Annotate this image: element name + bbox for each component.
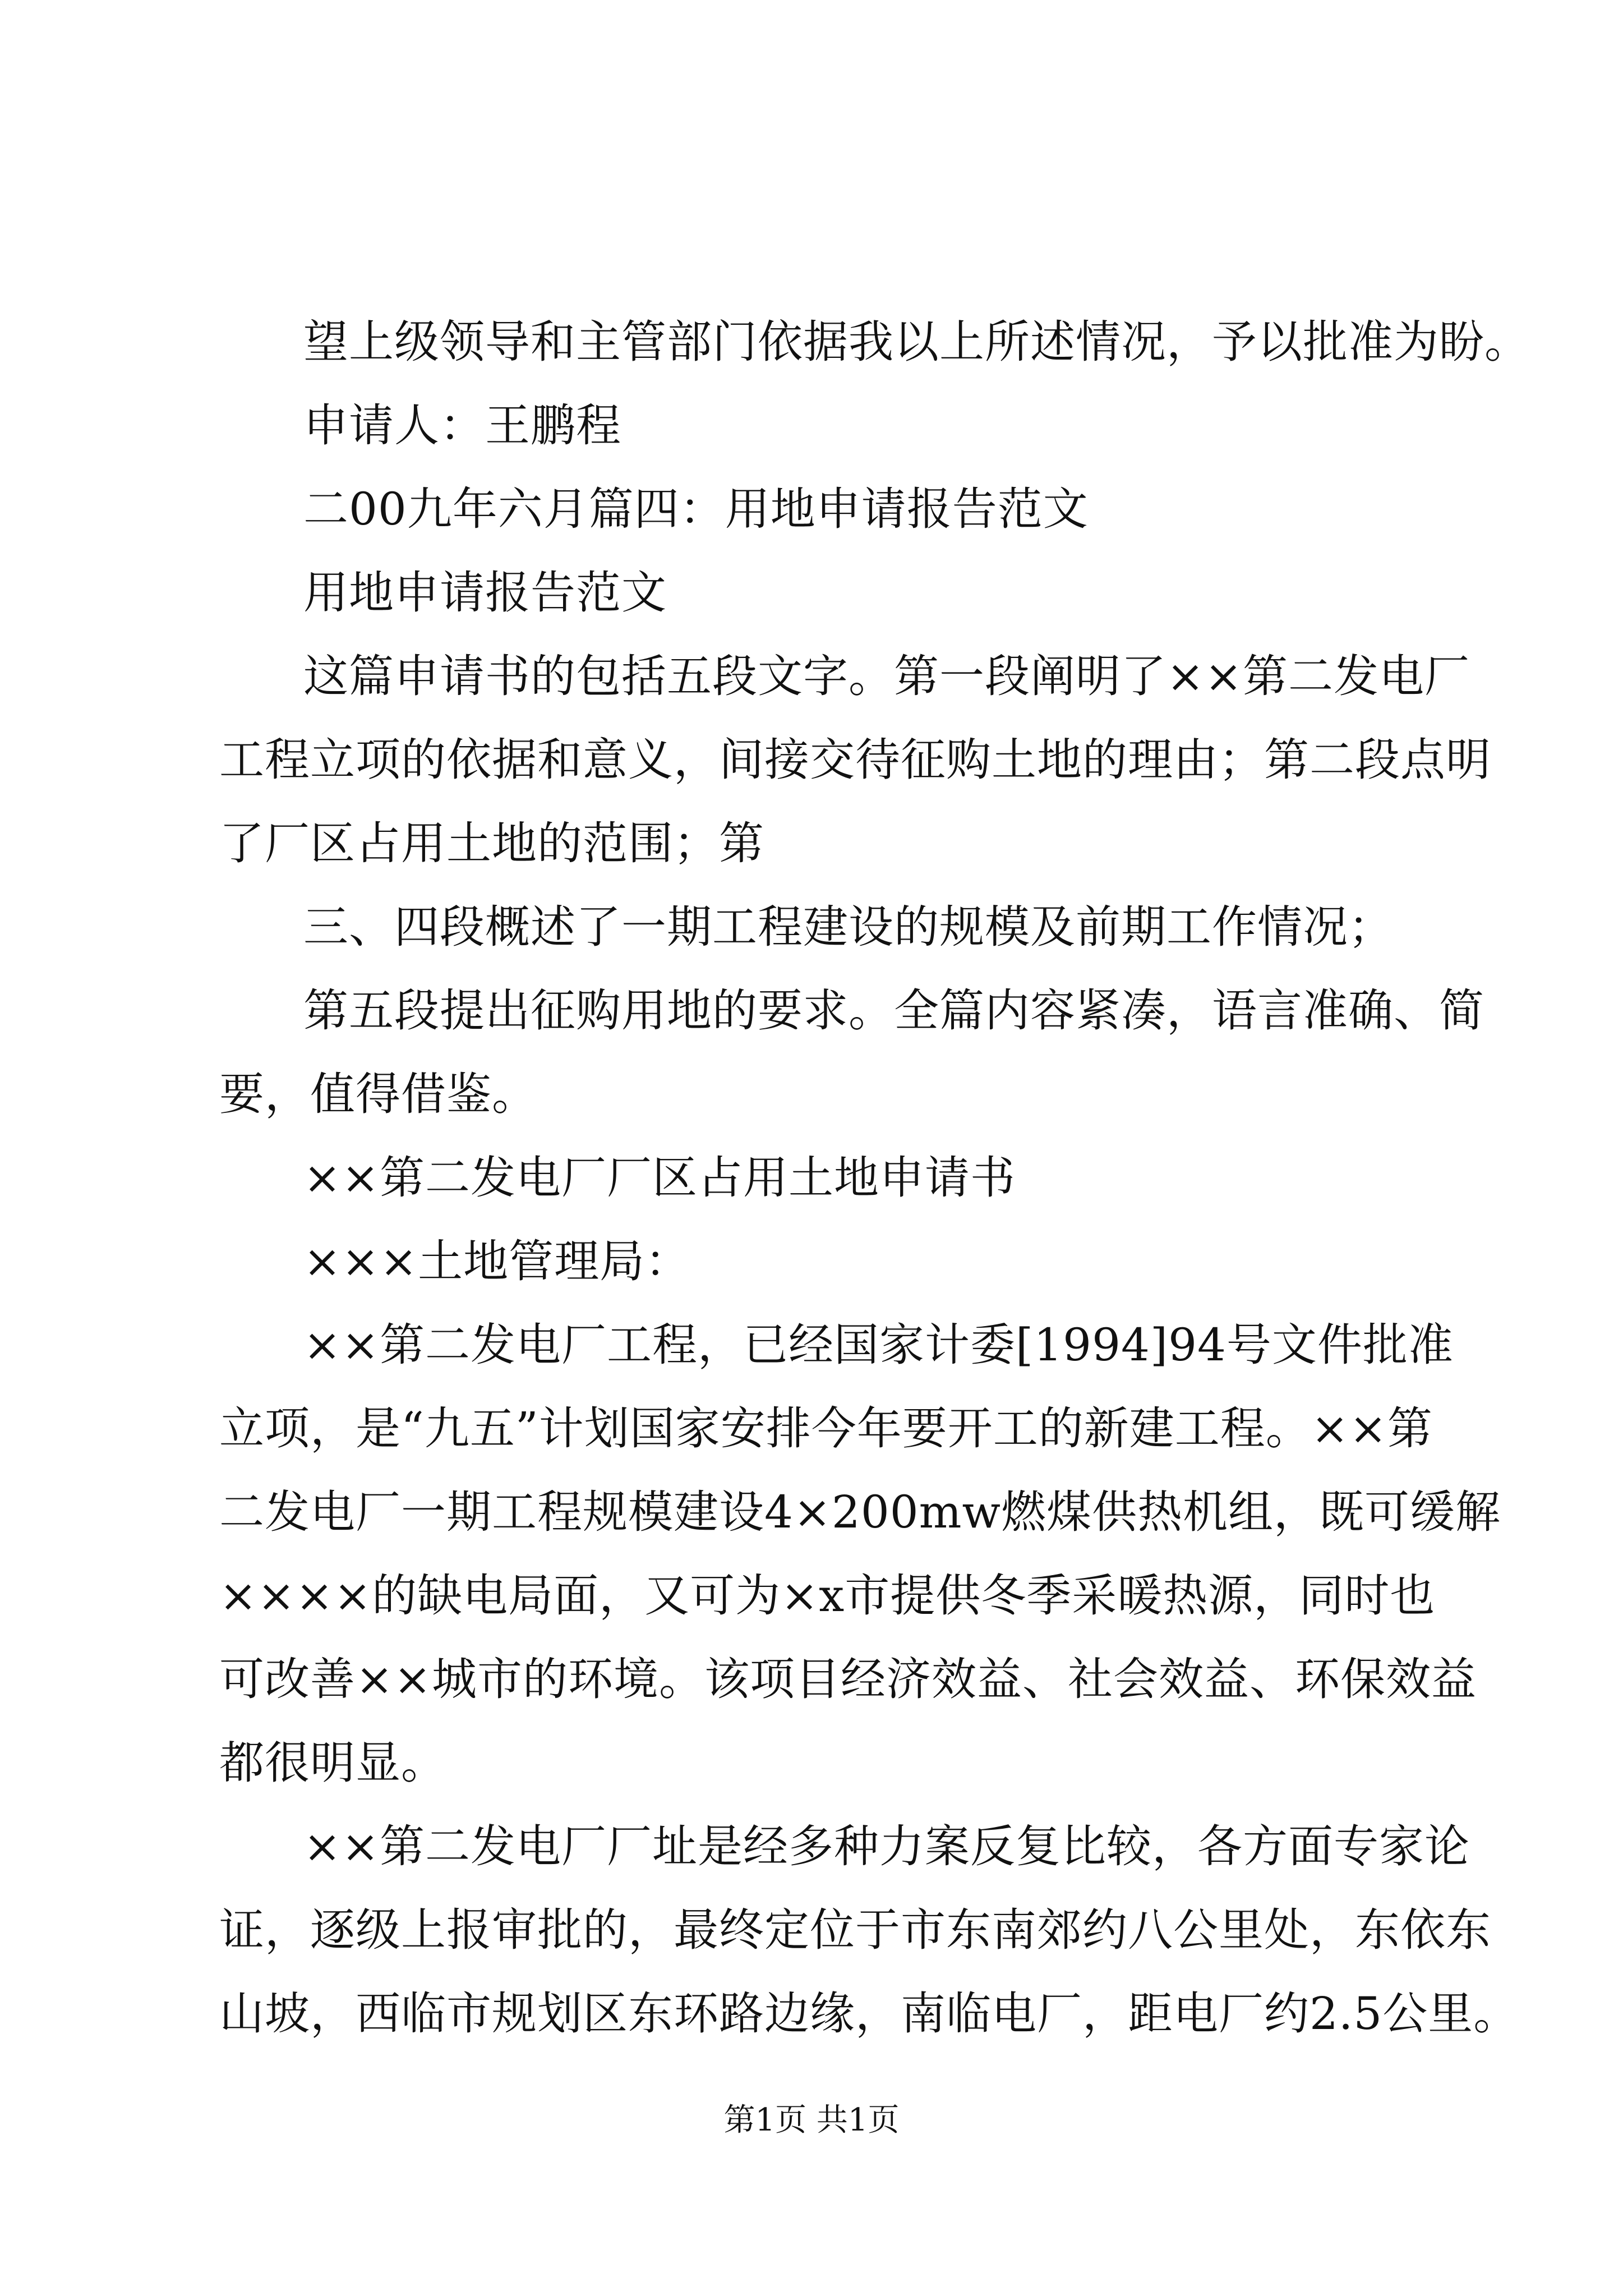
letter-title-line: ××第二发电厂厂区占用土地申请书 [303, 1152, 1016, 1204]
page-footer: 第1页 共1页 [723, 2102, 900, 2138]
paragraph-line: 山坡，西临市规划区东环路边缘，南临电厂，距电厂约2.5公里。 [219, 1987, 1519, 2040]
paragraph-line: 望上级领导和主管部门依据我以上所述情况，予以批准为盼。 [303, 316, 1530, 368]
section-title-line: 用地申请报告范文 [303, 567, 667, 619]
paragraph-line: 工程立项的依据和意义，间接交待征购土地的理由；第二段点明 [219, 734, 1491, 786]
paragraph-line: ××第二发电厂厂址是经多种力案反复比较，各方面专家论 [303, 1820, 1470, 1872]
salutation-line: ×××土地管理局： [303, 1235, 691, 1287]
paragraph-line: 要，值得借鉴。 [219, 1068, 537, 1120]
paragraph-line: ××××的缺电局面，又可为×x市提供冬季采暖热源，同时也 [219, 1570, 1436, 1622]
paragraph-line: ××第二发电厂工程，已经国家计委[1994]94号文件批准 [303, 1319, 1454, 1371]
paragraph-line: 第五段提出征购用地的要求。全篇内容紧凑，语言准确、简 [303, 984, 1484, 1037]
paragraph-line: 三、四段概述了一期工程建设的规模及前期工作情况； [303, 901, 1394, 953]
paragraph-line: 了厂区占用土地的范围；第 [219, 817, 764, 869]
paragraph-line: 这篇申请书的包括五段文字。第一段阐明了××第二发电厂 [303, 650, 1470, 702]
paragraph-line: 二发电厂一期工程规模建设4×200mw燃煤供热机组，既可缓解 [219, 1486, 1501, 1538]
paragraph-line: 立项，是“九五”计划国家安排今年要开工的新建工程。××第 [219, 1402, 1433, 1455]
paragraph-line: 证，逐级上报审批的，最终定位于市东南郊约八公里处，东依东 [219, 1904, 1491, 1956]
date-section-line: 二00九年六月篇四：用地申请报告范文 [303, 483, 1089, 535]
paragraph-line: 都很明显。 [219, 1737, 446, 1789]
applicant-line: 申请人：王鹏程 [303, 399, 621, 452]
paragraph-line: 可改善××城市的环境。该项目经济效益、社会效益、环保效益 [219, 1653, 1477, 1705]
document-body [219, 300, 1530, 2055]
